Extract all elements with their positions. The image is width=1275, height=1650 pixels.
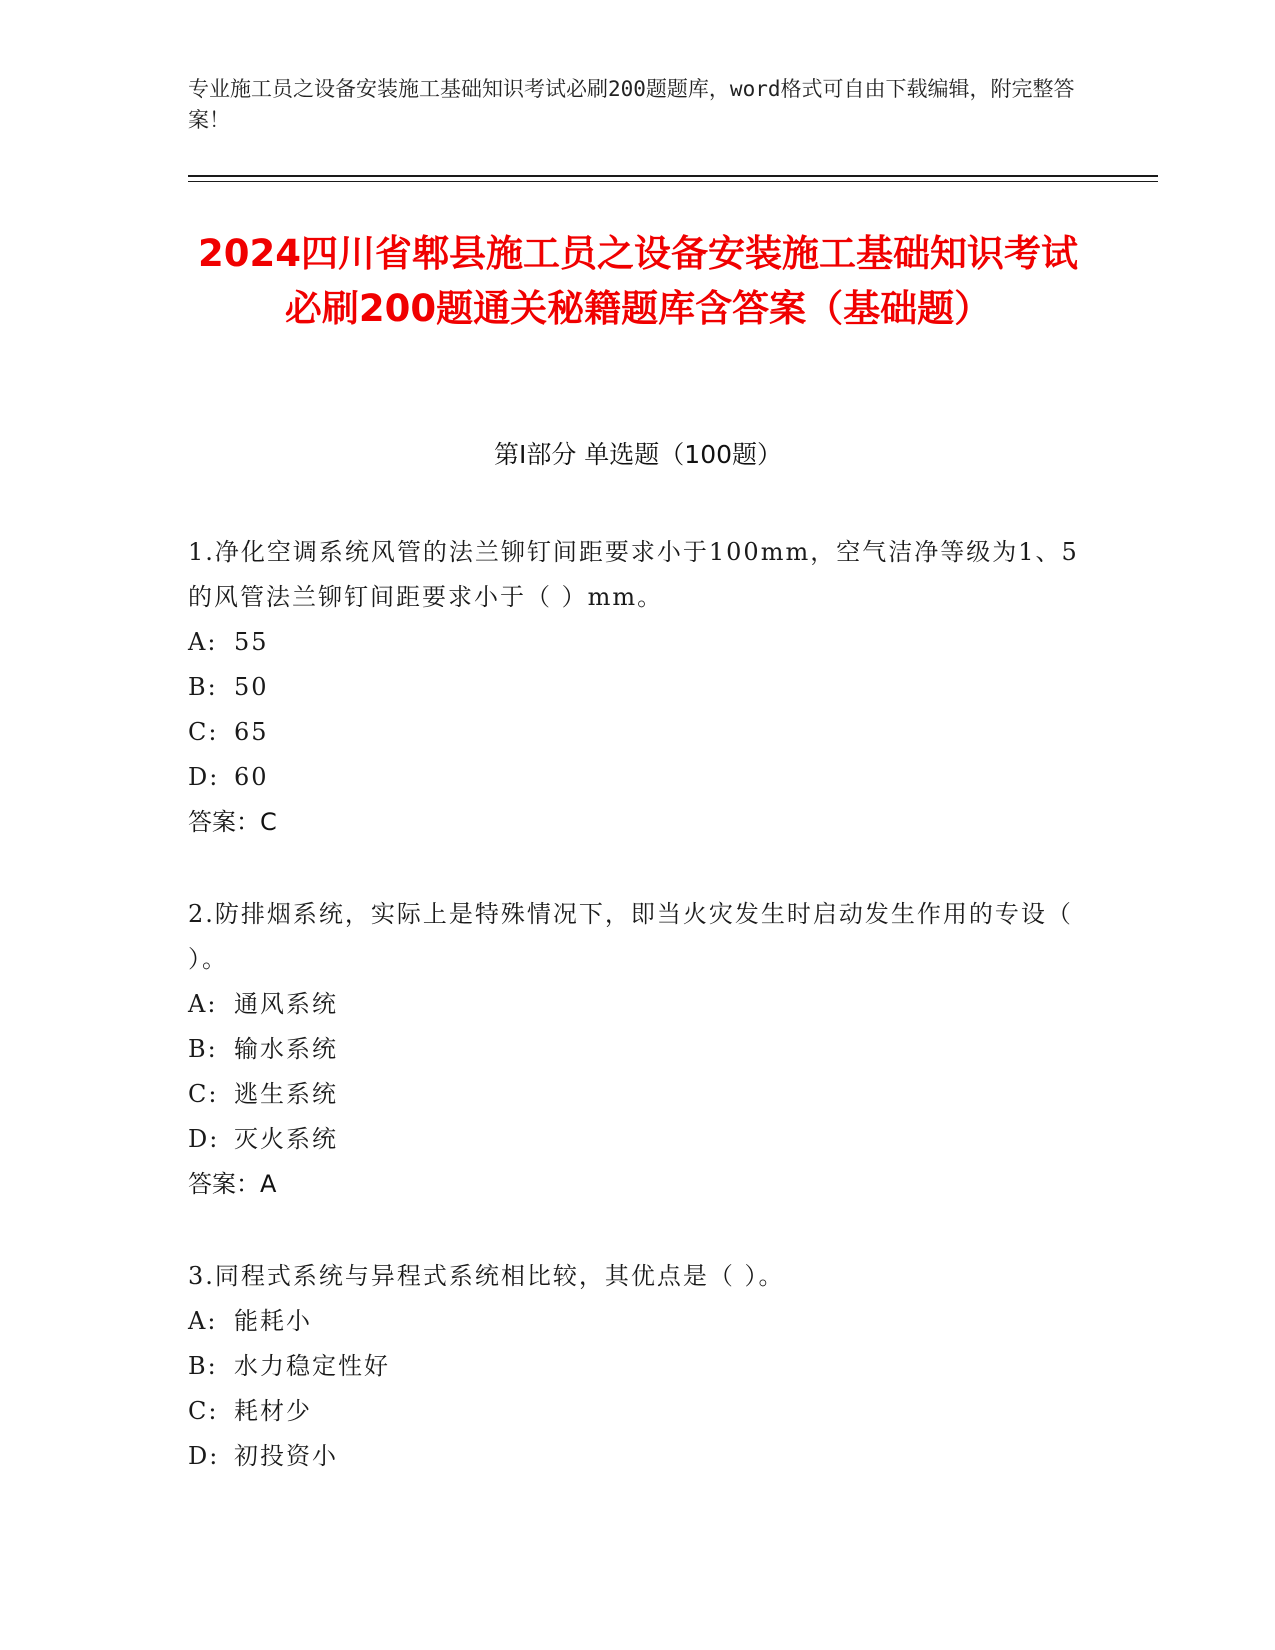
header-rule-thick (188, 175, 1158, 177)
question-item (188, 530, 1088, 845)
question-stem: 2.防排烟系统，实际上是特殊情况下，即当火灾发生时启动发生作用的专设（ ）。 (188, 900, 1073, 973)
option-text: 逃生系统 (234, 1080, 338, 1108)
option-text: 50 (234, 673, 269, 701)
option-key: A: (188, 628, 218, 656)
question-option-c (188, 710, 1088, 755)
option-text: 55 (234, 628, 269, 656)
question-answer: 答案：A (188, 1170, 277, 1198)
question-option-d (188, 1117, 1088, 1162)
section-heading: 第I部分 单选题（100题） (493, 440, 783, 469)
option-text: 60 (234, 763, 269, 791)
question-stem: 1.净化空调系统风管的法兰铆钉间距要求小于100mm，空气洁净等级为1、5的风管法兰铆钉间距要求小于（ ）mm。 (188, 538, 1079, 611)
option-key: C: (188, 1397, 219, 1425)
question-option-a (188, 982, 1088, 1027)
question-option-d (188, 755, 1088, 800)
option-text: 通风系统 (234, 990, 338, 1018)
question-option-b (188, 1344, 1088, 1389)
option-text: 输水系统 (234, 1035, 338, 1063)
option-key: A: (188, 1307, 218, 1335)
option-key: C: (188, 718, 219, 746)
question-item (188, 892, 1088, 1207)
header-note: 专业施工员之设备安装施工基础知识考试必刷200题题库，word格式可自由下载编辑，附完整答案！ (188, 77, 1075, 132)
question-option-b (188, 1027, 1088, 1072)
question-list (188, 530, 1088, 1526)
question-option-a (188, 620, 1088, 665)
question-stem: 3.同程式系统与异程式系统相比较，其优点是（ ）。 (188, 1262, 785, 1290)
option-key: B: (188, 673, 218, 701)
option-key: B: (188, 1035, 218, 1063)
option-text: 初投资小 (234, 1442, 338, 1470)
option-key: B: (188, 1352, 218, 1380)
option-text: 耗材少 (234, 1397, 312, 1425)
option-key: D: (188, 763, 220, 791)
option-text: 能耗小 (234, 1307, 312, 1335)
question-option-c (188, 1389, 1088, 1434)
question-answer: 答案：C (188, 808, 277, 836)
option-text: 灭火系统 (234, 1125, 338, 1153)
question-option-a (188, 1299, 1088, 1344)
document-title: 2024四川省郫县施工员之设备安装施工基础知识考试必刷200题通关秘籍题库含答案（基础题） (198, 232, 1078, 330)
option-text: 65 (234, 718, 269, 746)
header-rule-thin (188, 181, 1158, 182)
option-key: D: (188, 1125, 220, 1153)
question-option-d (188, 1434, 1088, 1479)
question-option-b (188, 665, 1088, 710)
question-option-c (188, 1072, 1088, 1117)
option-key: C: (188, 1080, 219, 1108)
option-key: A: (188, 990, 218, 1018)
question-item (188, 1254, 1088, 1479)
option-text: 水力稳定性好 (234, 1352, 390, 1380)
option-key: D: (188, 1442, 220, 1470)
